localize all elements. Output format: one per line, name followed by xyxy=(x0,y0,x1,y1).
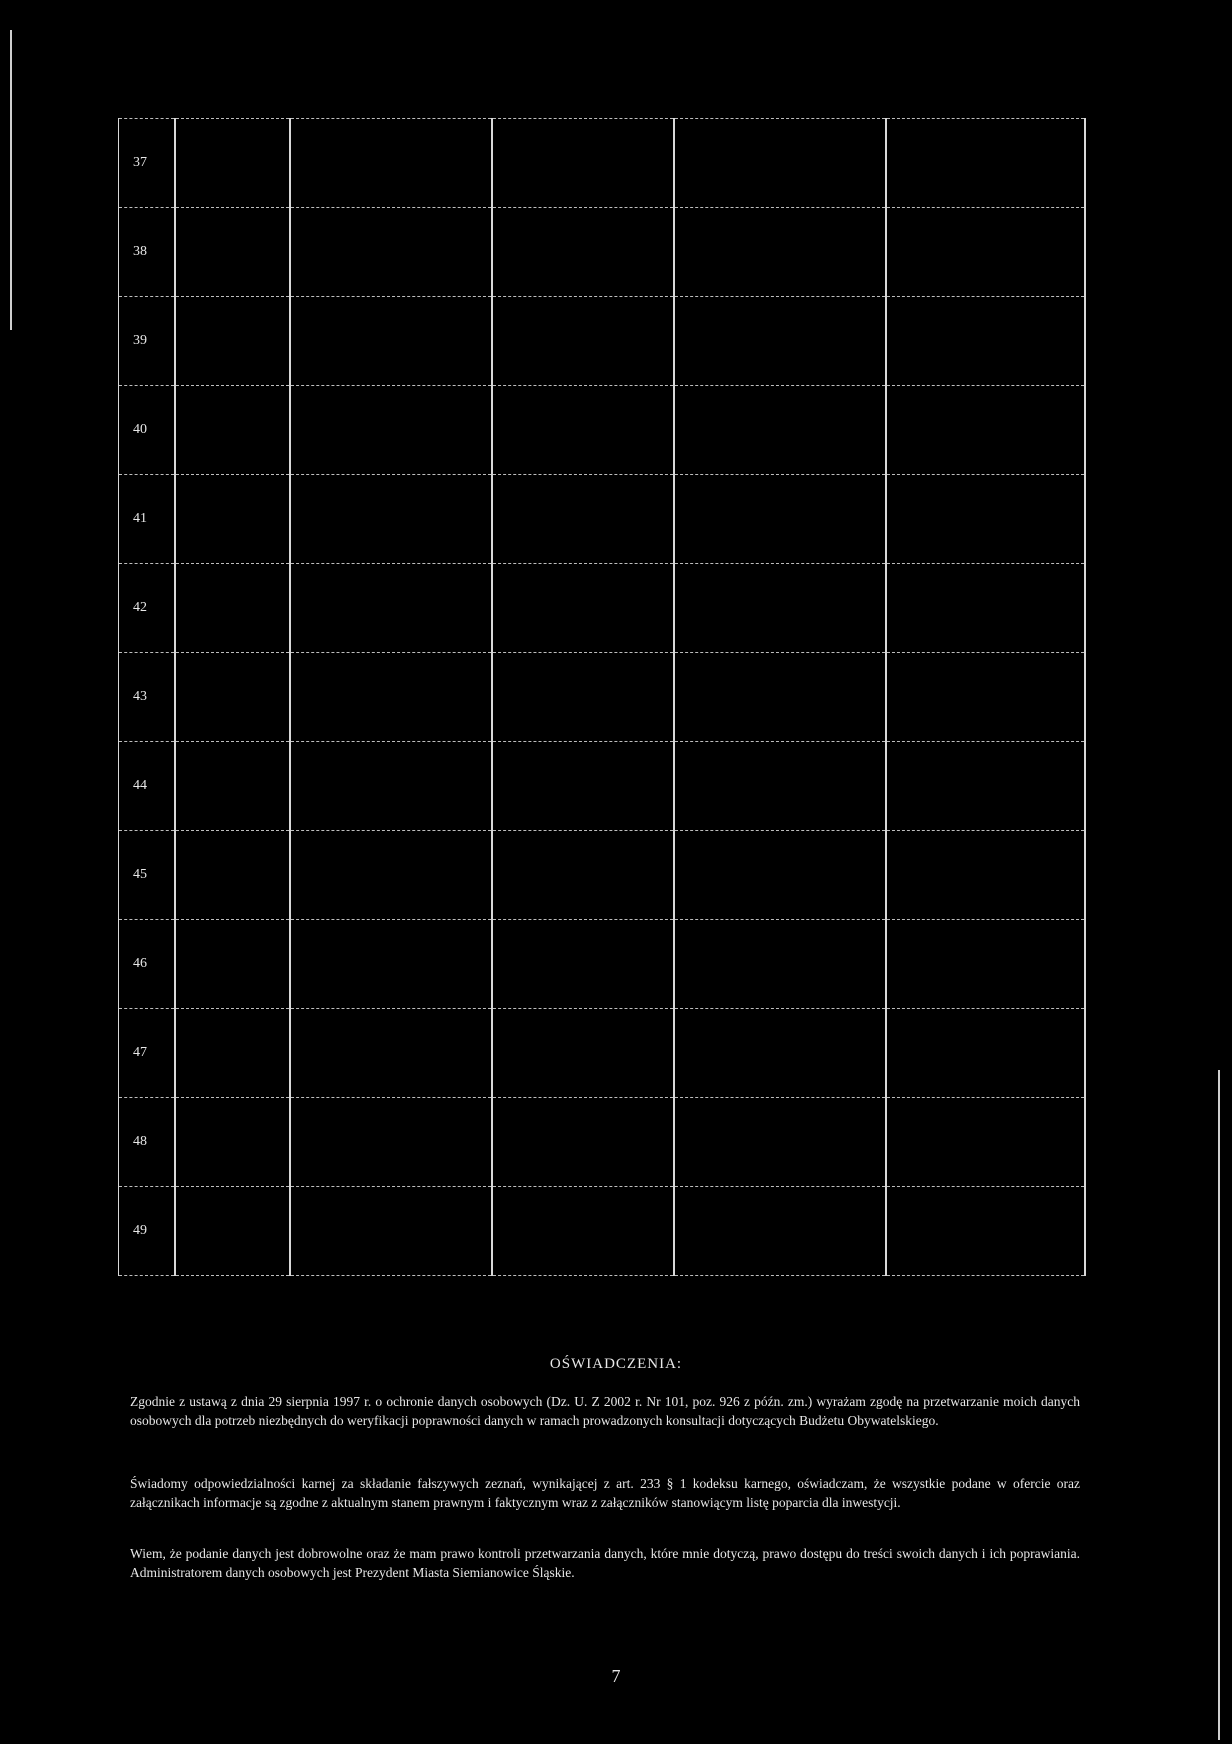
row-number: 48 xyxy=(119,1098,175,1187)
entry-cell-col-3 xyxy=(492,119,674,208)
entry-cell-col-2 xyxy=(290,831,492,920)
table-row xyxy=(119,386,1086,475)
scan-edge-mark-right xyxy=(1218,1070,1220,1740)
entry-cell-col-1 xyxy=(175,297,290,386)
entry-cell-col-5 xyxy=(886,742,1085,831)
entry-cell-col-1 xyxy=(175,475,290,564)
row-number: 41 xyxy=(119,475,175,564)
entry-cell-col-2 xyxy=(290,742,492,831)
entry-cell-col-1 xyxy=(175,1098,290,1187)
entry-cell-col-4 xyxy=(674,297,885,386)
entry-cell-col-4 xyxy=(674,1009,885,1098)
entry-cell-col-3 xyxy=(492,1098,674,1187)
row-number: 44 xyxy=(119,742,175,831)
statements-title: OŚWIADCZENIA: xyxy=(549,1356,683,1372)
entry-cell-col-2 xyxy=(290,564,492,653)
entry-cell-col-4 xyxy=(674,1187,885,1276)
entry-cell-col-5 xyxy=(886,1009,1085,1098)
entry-cell-col-3 xyxy=(492,1009,674,1098)
entry-cell-col-1 xyxy=(175,920,290,1009)
entry-cell-col-4 xyxy=(674,208,885,297)
entry-cell-col-2 xyxy=(290,475,492,564)
entry-cell-col-4 xyxy=(674,119,885,208)
table-row xyxy=(119,1098,1086,1187)
entry-cell-col-1 xyxy=(175,742,290,831)
table-row xyxy=(119,297,1086,386)
entry-cell-col-3 xyxy=(492,475,674,564)
entry-cell-col-3 xyxy=(492,1187,674,1276)
entry-cell-col-5 xyxy=(886,1098,1085,1187)
table-row xyxy=(119,920,1086,1009)
entry-cell-col-5 xyxy=(886,386,1085,475)
row-number: 45 xyxy=(119,831,175,920)
entry-cell-col-5 xyxy=(886,831,1085,920)
entry-cell-col-5 xyxy=(886,920,1085,1009)
entry-cell-col-4 xyxy=(674,475,885,564)
entry-cell-col-3 xyxy=(492,564,674,653)
statement-data-rights: Wiem, że podanie danych jest dobrowolne oraz że mam prawo kontroli przetwarzania danych, które mnie dotyczą, prawo dostępu do treści swoich danych i ich poprawiania. Administratorem danych osobowych jest Prezydent Miasta Siemianowice Śląskie. xyxy=(130,1546,1080,1580)
entry-cell-col-4 xyxy=(674,742,885,831)
entry-cell-col-1 xyxy=(175,653,290,742)
entry-cell-col-1 xyxy=(175,1009,290,1098)
entry-cell-col-3 xyxy=(492,920,674,1009)
table-row xyxy=(119,475,1086,564)
entry-cell-col-5 xyxy=(886,475,1085,564)
entry-cell-col-5 xyxy=(886,119,1085,208)
table-row xyxy=(119,653,1086,742)
entry-cell-col-3 xyxy=(492,831,674,920)
entry-cell-col-5 xyxy=(886,1187,1085,1276)
entry-cell-col-1 xyxy=(175,119,290,208)
entry-cell-col-3 xyxy=(492,386,674,475)
entry-cell-col-2 xyxy=(290,920,492,1009)
row-number: 42 xyxy=(119,564,175,653)
entry-cell-col-1 xyxy=(175,208,290,297)
table-row xyxy=(119,564,1086,653)
entry-cell-col-3 xyxy=(492,742,674,831)
scan-edge-mark-left xyxy=(10,30,12,330)
row-number: 37 xyxy=(119,119,175,208)
entry-cell-col-1 xyxy=(175,564,290,653)
entry-cell-col-5 xyxy=(886,653,1085,742)
row-number: 46 xyxy=(119,920,175,1009)
entry-cell-col-3 xyxy=(492,653,674,742)
signature-list-table xyxy=(118,118,1086,1276)
statement-data-consent: Zgodnie z ustawą z dnia 29 sierpnia 1997 r. o ochronie danych osobowych (Dz. U. Z 2002 r. Nr 101, poz. 926 z późn. zm.) wyrażam zgodę na przetwarzanie moich danych osobowych dla potrzeb niezbędnych do weryfikacji poprawności danych w ramach prowadzonych konsultacji dotyczących Budżetu Obywatelskiego. xyxy=(130,1394,1080,1428)
table-row xyxy=(119,208,1086,297)
statement-criminal-liability: Świadomy odpowiedzialności karnej za składanie fałszywych zeznań, wynikającej z art. 233 § 1 kodeksu karnego, oświadczam, że wszystkie podane w ofercie oraz załącznikach informacje są zgodne z aktualnym stanem prawnym i faktycznym wraz z załączników stanowiącym listę poparcia dla inwestycji. xyxy=(130,1476,1080,1510)
table-row xyxy=(119,831,1086,920)
row-number: 38 xyxy=(119,208,175,297)
table-row xyxy=(119,1009,1086,1098)
entry-cell-col-2 xyxy=(290,297,492,386)
entry-cell-col-1 xyxy=(175,386,290,475)
entry-cell-col-4 xyxy=(674,831,885,920)
entry-cell-col-2 xyxy=(290,1009,492,1098)
entry-cell-col-2 xyxy=(290,386,492,475)
entry-cell-col-4 xyxy=(674,1098,885,1187)
entry-cell-col-3 xyxy=(492,208,674,297)
entry-cell-col-3 xyxy=(492,297,674,386)
entry-cell-col-2 xyxy=(290,1098,492,1187)
row-number: 43 xyxy=(119,653,175,742)
table-row xyxy=(119,119,1086,208)
row-number: 49 xyxy=(119,1187,175,1276)
entry-cell-col-2 xyxy=(290,653,492,742)
table-row xyxy=(119,1187,1086,1276)
entry-cell-col-2 xyxy=(290,119,492,208)
entry-cell-col-5 xyxy=(886,208,1085,297)
entry-cell-col-4 xyxy=(674,920,885,1009)
entry-cell-col-1 xyxy=(175,831,290,920)
entry-cell-col-5 xyxy=(886,297,1085,386)
entry-cell-col-4 xyxy=(674,386,885,475)
entry-cell-col-2 xyxy=(290,1187,492,1276)
entry-cell-col-2 xyxy=(290,208,492,297)
row-number: 47 xyxy=(119,1009,175,1098)
table-row xyxy=(119,742,1086,831)
entry-cell-col-4 xyxy=(674,653,885,742)
row-number: 40 xyxy=(119,386,175,475)
page-number: 7 xyxy=(611,1666,621,1686)
entry-cell-col-5 xyxy=(886,564,1085,653)
entry-cell-col-1 xyxy=(175,1187,290,1276)
row-number: 39 xyxy=(119,297,175,386)
entry-cell-col-4 xyxy=(674,564,885,653)
